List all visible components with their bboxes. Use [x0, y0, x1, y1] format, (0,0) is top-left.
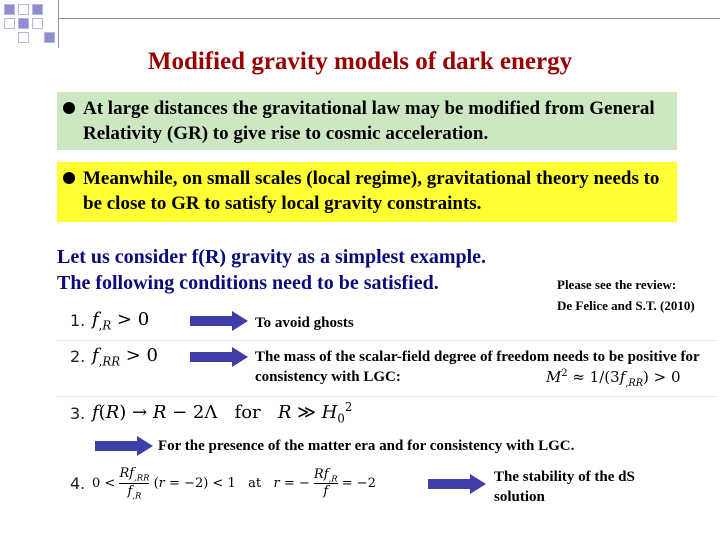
arrow-right-icon — [190, 311, 250, 331]
condition-note: The mass of the scalar-field degree of freedom needs to be positive for consistency with LGC: — [255, 349, 700, 385]
intro-line-2: The following conditions need to be satisfied. — [57, 272, 439, 294]
bullet-dot-icon — [63, 102, 75, 114]
decor-square — [4, 4, 15, 15]
review-line-1: Please see the review: — [557, 277, 677, 292]
decor-square — [4, 18, 15, 29]
mass-formula: $M^2 \approx 1/(3f_{,RR}) > 0$ — [546, 368, 681, 389]
arrow-right-icon — [190, 347, 250, 367]
condition-note: To avoid ghosts — [255, 315, 354, 331]
review-reference — [557, 274, 695, 316]
header-vertical-line — [58, 0, 59, 48]
bullet-text: Meanwhile, on small scales (local regime), gravitational theory needs to be close to GR to satisfy local gravity constraints. — [83, 168, 660, 214]
condition-formula: 0 < $\frac{Rf_{,RR}}{f_{,R}}$ (r = −2) < 1 at r = − $\frac{Rf_{,R}}{f}$ = −2 — [92, 466, 376, 501]
decor-square — [18, 32, 29, 43]
decor-square — [32, 4, 43, 15]
decor-square — [32, 18, 43, 29]
decor-square — [18, 4, 29, 15]
condition-number: 1. — [70, 311, 86, 330]
bullet-dot-icon — [63, 172, 75, 184]
intro-text — [57, 244, 486, 296]
condition-number: 3. — [70, 404, 86, 423]
arrow-right-icon — [428, 474, 488, 494]
bullet-box-small-scales — [57, 162, 677, 222]
condition-number: 4. — [70, 474, 86, 493]
decor-square — [18, 18, 29, 29]
bullet-text: At large distances the gravitational law may be modified from General Relativity (GR) to give rise to cosmic acceleration. — [83, 98, 655, 144]
arrow-right-icon — [95, 436, 155, 456]
divider — [57, 340, 717, 341]
condition-number: 2. — [70, 347, 86, 366]
condition-formula: f(R) → R − 2Λ for R ≫ $H_0^2$ — [92, 400, 353, 426]
header-line — [58, 18, 720, 19]
decor-square — [44, 32, 55, 43]
bullet-box-large-distances — [57, 92, 677, 150]
condition-note: For the presence of the matter era and for consistency with LGC. — [158, 438, 575, 454]
condition-note: The stability of the dS solution — [494, 469, 635, 505]
slide-title: Modified gravity models of dark energy — [147, 48, 573, 75]
condition-formula: $f_{,RR} > 0$ — [92, 345, 158, 369]
intro-line-1: Let us consider f(R) gravity as a simplest example. — [57, 246, 487, 268]
review-line-2: De Felice and S.T. (2010) — [557, 298, 695, 313]
divider — [57, 396, 717, 397]
condition-formula: $f_{,R} > 0$ — [92, 309, 150, 333]
